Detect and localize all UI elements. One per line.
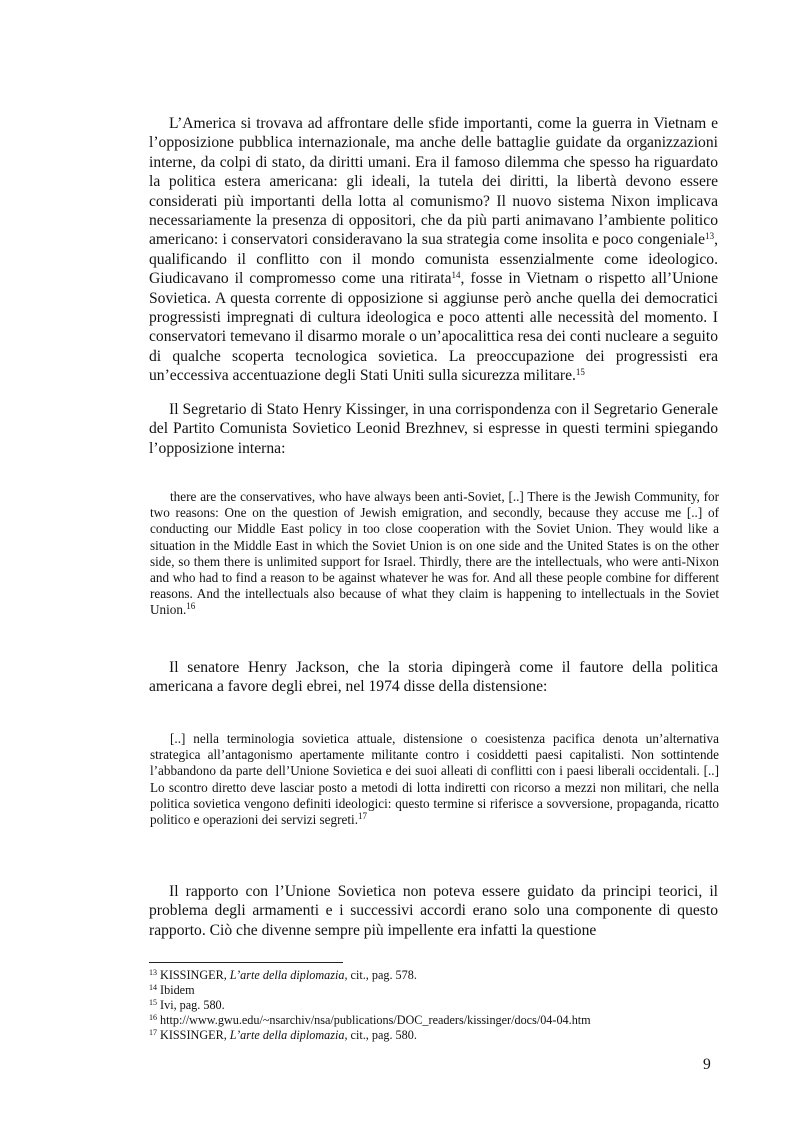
paragraph-text: , qualificando il conflitto con il mondo comunista essenzialmente come ideologico. Giudicavano il compromesso come una ritirata — [149, 231, 718, 288]
footnote-17: $^{17}$ KISSINGER, L’arte della diplomazia, cit., pag. 580. — [149, 1028, 417, 1042]
paragraph-text: , fosse in Vietnam o rispetto all’Unione Sovietica. A questa corrente di opposizione si aggiunse però anche quella dei democratici progressisti impregnati di cultura ideologica e poco attenti alle necessità del momento. I conservatori temevano il disarmo morale o un’apocalittica resa dei conti nucleare a seguito di qualche scoperta tecnologica sovietica. La preoccupazione dei progressisti era un’eccessiva accentuazione degli Stati Uniti sulla sicurezza militare. — [149, 270, 719, 385]
quote-text: there are the conservatives, who have always been anti-Soviet, [..] There is the Jewish Community, for two reasons: One on the question of Jewish emigration, and secondly, because they accuse me [..] of conducting our Middle East policy in too close cooperation with the Soviet Union. They would like a situation in the Middle East in which the Soviet Union is on one side and the United States is on the other side, so them there is unlimited support for Israel. Thirdly, there are the intellectuals, who were anti-Nixon and who had to find a reason to be against whatever he was for. And all these people combine for different reasons. And the intellectuals also because of what they claim is happening to intellectuals in the Soviet Union. — [150, 489, 719, 618]
footnotes — [149, 968, 718, 1043]
footnote-13: $^{13}$ KISSINGER, L’arte della diplomazia, cit., pag. 578. — [149, 968, 417, 982]
footnote-ref: 16 — [186, 601, 196, 612]
page-number: 9 — [703, 1056, 711, 1073]
paragraph-kissinger: Il Segretario di Stato Henry Kissinger, in una corrispondenza con il Segretario Generale del Partito Comunista Sovietico Leonid Brezhnev, si espresse in questi termini spiegando l’opposizione interna: — [149, 401, 718, 457]
footnote-14: $^{14}$ Ibidem — [149, 983, 195, 997]
footnote-url: http://www.gwu.edu/~nsarchiv/nsa/publications/DOC_readers/kissinger/docs/04-04.htm — [160, 1013, 591, 1027]
paragraph-soviet-relations: Il rapporto con l’Unione Sovietica non poteva essere guidato da principi teorici, il problema degli armamenti e i successivi accordi erano solo una componente di questo rapporto. Ciò che divenne sempre più impellente era infatti la questione — [149, 883, 718, 939]
footnote-ref: 13 — [705, 231, 715, 242]
footnote-15: $^{15}$ Ivi, pag. 580. — [149, 998, 225, 1012]
paragraph-text: L’America si trovava ad affrontare delle sfide importanti, come la guerra in Vietnam e l’opposizione pubblica internazionale, ma anche delle battaglie guidate da organizzazioni interne, da colpi di stato, da diritti umani. Era il famoso dilemma che spesso ha riguardato la politica estera americana: gli ideali, la tutela dei diritti, la libertà devono essere considerati più importanti della lotta al comunismo? Il nuovo sistema Nixon implicava necessariamente la presenza di oppositori, che da più parti animavano l’ambiente politico americano: i conservatori consideravano la sua strategia come insolita e poco congeniale — [149, 115, 718, 249]
quote-text: [..] nella terminologia sovietica attuale, distensione o coesistenza pacifica denota un’alternativa strategica all’antagonismo apertamente militante contro i cosiddetti paesi capitalisti. Non sottintende l’abbandono da parte dell’Unione Sovietica e dei suoi alleati di conflitti con i paesi liberali occidentali. [..] Lo scontro diretto deve lasciar posto a metodi di lotta indiretti con ricorso a mezzi non militari, che nella politica sovietica vengono definiti ideologici: questo termine si riferisce a sovversione, propaganda, ricatto politico e operazioni dei servizi segreti. — [150, 731, 719, 828]
footnote-ref: 17 — [358, 811, 367, 822]
footnote-ref: 15 — [575, 367, 585, 378]
footnote-ref: 14 — [451, 270, 461, 281]
paragraph-jackson: Il senatore Henry Jackson, che la storia dipingerà come il fautore della politica americana a favore degli ebrei, nel 1974 disse della distensione: — [149, 659, 718, 696]
footnote-16: $^{16}$ http://www.gwu.edu/~nsarchiv/nsa/publications/DOC_readers/kissinger/docs/04-04.htm — [149, 1013, 591, 1027]
blockquote-kissinger — [150, 489, 719, 619]
footnote-separator — [149, 962, 343, 963]
blockquote-jackson — [150, 731, 719, 828]
paragraph-america-challenges — [149, 114, 718, 386]
